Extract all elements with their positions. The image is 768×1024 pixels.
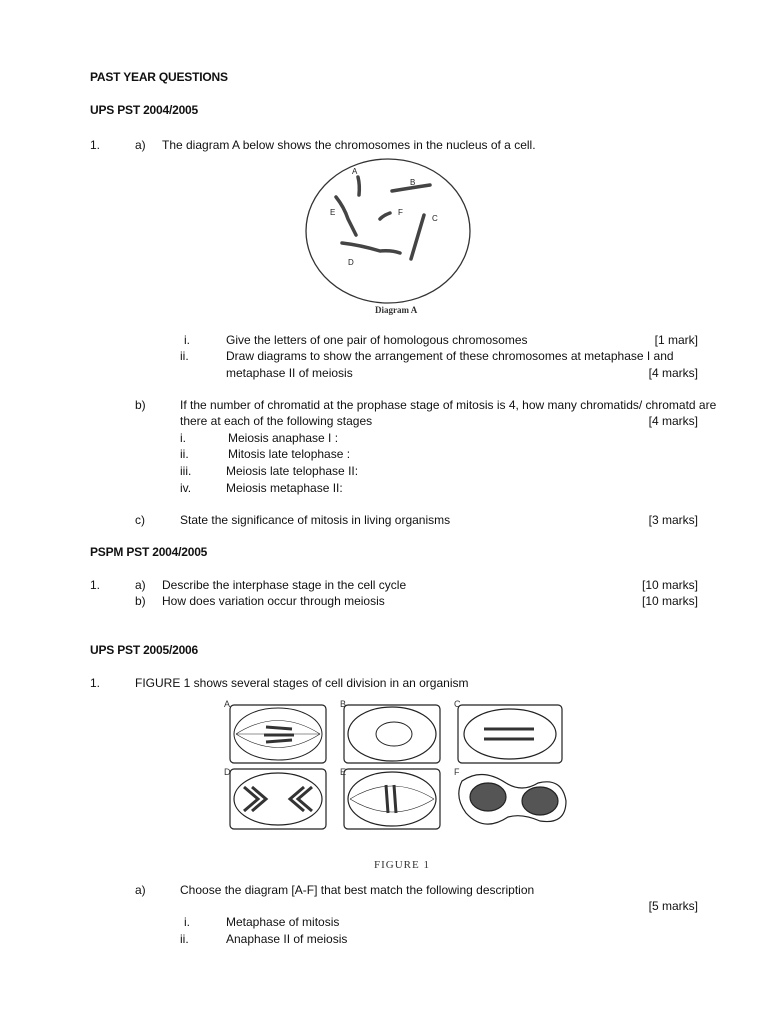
part-label: a) xyxy=(135,578,146,592)
sub-number: iii. xyxy=(180,464,192,478)
sub-text: Anaphase II of meiosis xyxy=(226,932,348,946)
section-heading-ups-2005: UPS PST 2005/2006 xyxy=(90,643,199,657)
diagram-label: B xyxy=(410,178,416,187)
marks: [10 marks] xyxy=(641,594,698,608)
sub-text: Meiosis late telophase II: xyxy=(226,464,359,478)
chromosome-c xyxy=(411,215,424,259)
marks: [10 marks] xyxy=(641,578,698,592)
marks: [5 marks] xyxy=(648,899,698,913)
sub-text: Give the letters of one pair of homologous chromosomes xyxy=(226,333,528,347)
sub-text: Draw diagrams to show the arrangement of these chromosomes at metaphase I and xyxy=(226,349,674,363)
sub-text: Meiosis metaphase II: xyxy=(226,481,343,495)
question-number: 1. xyxy=(90,138,101,152)
chromosome-f xyxy=(380,213,390,219)
diagram-label: E xyxy=(330,208,336,217)
diagram-label: D xyxy=(348,258,354,267)
item-text: How does variation occur through meiosis xyxy=(162,594,385,608)
part-b-line2: there at each of the following stages xyxy=(180,414,373,428)
diagram-caption: Diagram A xyxy=(375,305,418,315)
marks: [4 marks] xyxy=(648,366,698,380)
sub-number: ii. xyxy=(180,932,189,946)
sub-text: Metaphase of mitosis xyxy=(226,915,340,929)
question-number: 1. xyxy=(90,676,101,690)
sub-number: i. xyxy=(184,333,190,347)
sub-text: Mitosis late telophase : xyxy=(228,447,351,461)
sub-number: i. xyxy=(180,431,186,445)
figure-1 xyxy=(222,697,582,877)
part-c-text: State the significance of mitosis in living organisms xyxy=(180,513,451,527)
panel-b xyxy=(344,705,440,763)
sub-text: Meiosis anaphase I : xyxy=(228,431,339,445)
chromosome-d xyxy=(342,243,400,253)
panel-c xyxy=(458,705,562,763)
figure-panel-label: D xyxy=(224,767,231,777)
marks: [3 marks] xyxy=(648,513,698,527)
part-label-a: a) xyxy=(135,883,146,897)
figure-panel-label: B xyxy=(340,699,347,709)
panel-e xyxy=(344,769,440,829)
diagram-a xyxy=(300,155,480,320)
sub-number: ii. xyxy=(180,447,189,461)
sub-text-continued: metaphase II of meiosis xyxy=(226,366,353,380)
chromosome-a xyxy=(358,177,359,195)
figure-panel-label: F xyxy=(454,767,460,777)
diagram-label: A xyxy=(352,167,358,176)
part-b-line1: If the number of chromatid at the prophase stage of mitosis is 4, how many chromatids/ chromatd are xyxy=(180,398,717,412)
sub-number: i. xyxy=(184,915,190,929)
chromosome-e xyxy=(336,197,356,235)
part-label-b: b) xyxy=(135,398,146,412)
part-label-a: a) xyxy=(135,138,146,152)
question-text: FIGURE 1 shows several stages of cell division in an organism xyxy=(135,676,469,690)
sub-number: ii. xyxy=(180,349,189,363)
figure-caption: FIGURE 1 xyxy=(374,859,430,871)
diagram-label: C xyxy=(432,214,438,223)
sub-number: iv. xyxy=(180,481,192,495)
part-label: b) xyxy=(135,594,146,608)
part-a-text: The diagram A below shows the chromosomes in the nucleus of a cell. xyxy=(162,138,536,152)
marks: [4 marks] xyxy=(648,414,698,428)
page-title: PAST YEAR QUESTIONS xyxy=(90,70,228,84)
marks: [1 mark] xyxy=(654,333,698,347)
diagram-label: F xyxy=(398,208,403,217)
section-heading-ups-2004: UPS PST 2004/2005 xyxy=(90,103,199,117)
figure-panel-label: A xyxy=(224,699,231,709)
section-heading-pspm-2004: PSPM PST 2004/2005 xyxy=(90,545,208,559)
part-a-text: Choose the diagram [A-F] that best match the following description xyxy=(180,883,535,897)
figure-panel-label: E xyxy=(340,767,347,777)
item-text: Describe the interphase stage in the cell cycle xyxy=(162,578,407,592)
figure-panel-label: C xyxy=(454,699,461,709)
panel-d xyxy=(230,769,326,829)
part-label-c: c) xyxy=(135,513,145,527)
question-number: 1. xyxy=(90,578,101,592)
